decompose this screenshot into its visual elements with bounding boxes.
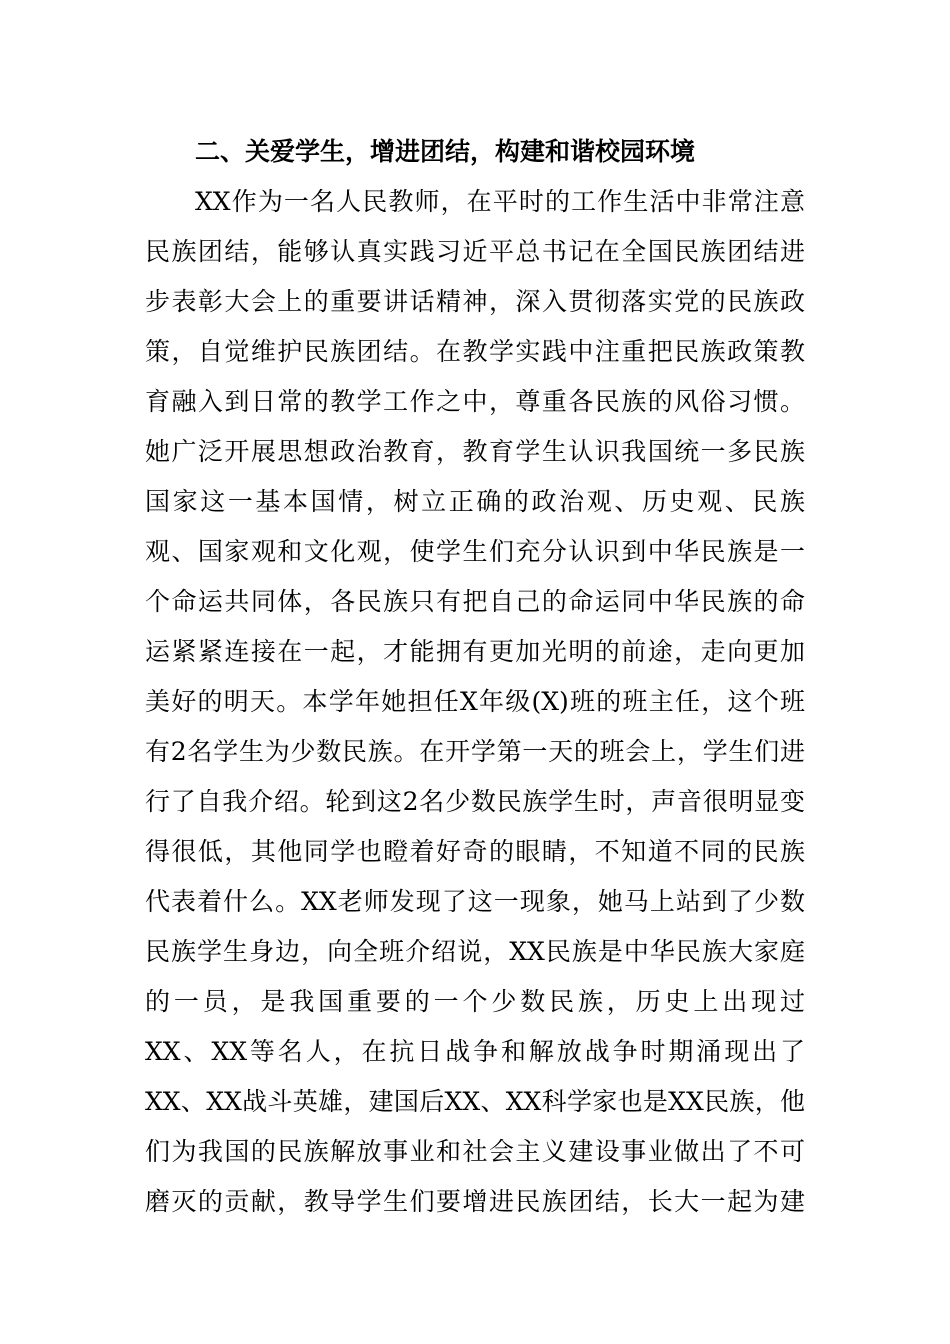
section-heading: 二、关爱学生，增进团结，构建和谐校园环境 — [195, 137, 696, 166]
text-line: 磨灭的贡献，教导学生们要增进民族团结，长大一起为建 — [145, 1187, 805, 1216]
text-line: 观、国家观和文化观，使学生们充分认识到中华民族是一 — [145, 537, 805, 566]
text-line: 美好的明天。本学年她担任X年级(X)班的班主任，这个班 — [145, 687, 805, 716]
text-line: 们为我国的民族解放事业和社会主义建设事业做出了不可 — [145, 1137, 805, 1166]
text-line: 个命运共同体，各民族只有把自己的命运同中华民族的命 — [145, 587, 805, 616]
text-line: XX、XX战斗英雄，建国后XX、XX科学家也是XX民族，他 — [145, 1087, 805, 1116]
text-line: 民族团结，能够认真实践习近平总书记在全国民族团结进 — [145, 237, 805, 266]
text-line: 行了自我介绍。轮到这2名少数民族学生时，声音很明显变 — [145, 787, 805, 816]
text-line: 得很低，其他同学也瞪着好奇的眼睛，不知道不同的民族 — [145, 837, 805, 866]
text-line: 运紧紧连接在一起，才能拥有更加光明的前途，走向更加 — [145, 637, 805, 666]
text-line: 育融入到日常的教学工作之中，尊重各民族的风俗习惯。 — [145, 387, 805, 416]
text-line: 有2名学生为少数民族。在开学第一天的班会上，学生们进 — [145, 737, 805, 766]
text-line: XX、XX等名人，在抗日战争和解放战争时期涌现出了 — [145, 1037, 805, 1066]
text-line: 的一员，是我国重要的一个少数民族，历史上出现过 — [145, 987, 805, 1016]
text-line: 国家这一基本国情，树立正确的政治观、历史观、民族 — [145, 487, 805, 516]
text-line: 策，自觉维护民族团结。在教学实践中注重把民族政策教 — [145, 337, 805, 366]
text-line: 民族学生身边，向全班介绍说，XX民族是中华民族大家庭 — [145, 937, 805, 966]
text-line: XX作为一名人民教师，在平时的工作生活中非常注意 — [195, 187, 805, 216]
body-paragraph — [145, 177, 805, 1227]
text-line: 她广泛开展思想政治教育，教育学生认识我国统一多民族 — [145, 437, 805, 466]
text-line: 步表彰大会上的重要讲话精神，深入贯彻落实党的民族政 — [145, 287, 805, 316]
text-line: 代表着什么。XX老师发现了这一现象，她马上站到了少数 — [145, 887, 805, 916]
